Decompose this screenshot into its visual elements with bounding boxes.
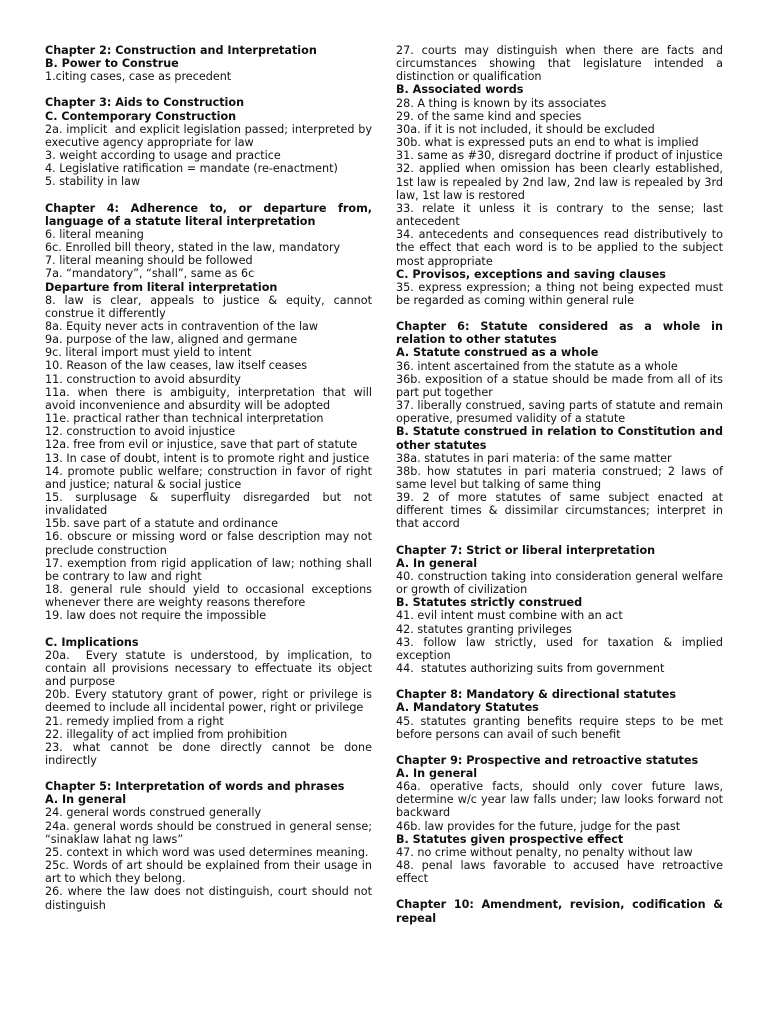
list-item: 40. construction taking into consideration general welfare or growth of civilization: [396, 569, 727, 597]
paragraph-gap: [396, 675, 723, 688]
list-item: 24a. general words should be construed in general sense; “sinaklaw lahat ng laws”: [45, 819, 376, 846]
section-heading: B. Statute construed in relation to Constitution and other statutes: [396, 425, 727, 452]
section-heading: Chapter 5: Interpretation of words and phrases: [45, 780, 345, 794]
list-item: 46a. operative facts, should only cover future laws, determine w/c year law falls under; law looks forward not backward: [396, 780, 727, 820]
list-item: 31. same as #30, disregard doctrine if product of injustice: [396, 149, 723, 163]
list-item: 7a. “mandatory”, “shall”, same as 6c: [45, 267, 255, 281]
list-item: 39. 2 of more statutes of same subject enacted at different times & dissimilar circumstances; interpret in that accord: [396, 491, 727, 531]
list-item: 33. relate it unless it is contrary to the sense; last antecedent: [396, 201, 727, 229]
list-item: 36b. exposition of a statue should be made from all of its part put together: [396, 372, 727, 399]
list-item: 47. no crime without penalty, no penalty without law: [396, 845, 693, 859]
list-item: 48. penal laws favorable to accused have retroactive effect: [396, 859, 727, 886]
list-item: 15. surplusage & superfluity disregarded but not invalidated: [45, 491, 376, 518]
list-item: 25c. Words of art should be explained from their usage in art to which they belong.: [45, 859, 376, 886]
section-heading: C. Provisos, exceptions and saving clauses: [396, 267, 666, 281]
section-heading: Chapter 10: Amendment, revision, codification & repeal: [396, 898, 727, 925]
paragraph-gap: [396, 885, 723, 898]
section-heading: B. Statutes strictly construed: [396, 596, 583, 610]
list-item: 29. of the same kind and species: [396, 109, 582, 123]
list-item: 30a. if it is not included, it should be excluded: [396, 122, 655, 136]
list-item: 9c. literal import must yield to intent: [45, 346, 252, 360]
section-heading: C. Implications: [45, 635, 139, 649]
list-item: 9a. purpose of the law, aligned and germane: [45, 333, 298, 347]
section-heading: A. Mandatory Statutes: [396, 701, 539, 715]
section-heading: B. Associated words: [396, 83, 524, 97]
section-heading: Chapter 6: Statute considered as a whole in relation to other statutes: [396, 320, 727, 347]
paragraph-gap: [396, 307, 723, 320]
section-heading: B. Statutes given prospective effect: [396, 832, 624, 846]
list-item: 3. weight according to usage and practice: [45, 149, 281, 163]
list-item: 1.citing cases, case as precedent: [45, 70, 232, 84]
list-item: 13. In case of doubt, intent is to promote right and justice: [45, 451, 370, 465]
list-item: 37. liberally construed, saving parts of statute and remain operative, presumed validity of a statute: [396, 399, 727, 426]
list-item: 46b. law provides for the future, judge for the past: [396, 819, 681, 833]
paragraph-gap: [45, 189, 372, 202]
list-item: 12a. free from evil or injustice, save that part of statute: [45, 438, 358, 452]
list-item: 19. law does not require the impossible: [45, 609, 267, 623]
section-heading: A. In general: [396, 556, 478, 570]
list-item: 7. literal meaning should be followed: [45, 254, 253, 268]
list-item: 11a. when there is ambiguity, interpretation that will avoid inconvenience and absurdity will be adopted: [45, 385, 376, 412]
list-item: 8. law is clear, appeals to justice & equity, cannot construe it differently: [45, 293, 376, 320]
list-item: 11. construction to avoid absurdity: [45, 372, 241, 386]
list-item: 22. illegality of act implied from prohibition: [45, 727, 288, 741]
section-heading: B. Power to Construe: [45, 57, 179, 71]
list-item: 42. statutes granting privileges: [396, 622, 572, 636]
list-item: 38a. statutes in pari materia: of the same matter: [396, 451, 672, 465]
section-heading: Chapter 9: Prospective and retroactive statutes: [396, 753, 699, 767]
section-heading: A. Statute construed as a whole: [396, 346, 599, 360]
section-heading: Departure from literal interpretation: [45, 280, 278, 294]
right-column: [396, 44, 727, 925]
list-item: 18. general rule should yield to occasional exceptions whenever there are weighty reasons therefore: [45, 583, 376, 610]
list-item: 5. stability in law: [45, 175, 141, 189]
list-item: 38b. how statutes in pari materia construed; 2 laws of same level but talking of same thing: [396, 464, 727, 491]
paragraph-gap: [396, 531, 723, 544]
section-heading: A. In general: [45, 793, 127, 807]
left-column: [45, 44, 376, 912]
list-item: 25. context in which word was used determines meaning.: [45, 845, 369, 859]
list-item: 10. Reason of the law ceases, law itself ceases: [45, 359, 308, 373]
list-item: 26. where the law does not distinguish, court should not distinguish: [45, 885, 376, 912]
list-item: 17. exemption from rigid application of law; nothing shall be contrary to law and right: [45, 556, 376, 583]
list-item: 14. promote public welfare; construction in favor of right and justice; natural & social justice: [45, 464, 376, 491]
list-item: 27. courts may distinguish when there are facts and circumstances showing that legislature intended a distinction or qualification: [396, 44, 727, 84]
list-item: 44. statutes authorizing suits from government: [396, 662, 665, 676]
section-heading: C. Contemporary Construction: [45, 109, 237, 123]
section-heading: Chapter 3: Aids to Construction: [45, 96, 245, 110]
list-item: 20b. Every statutory grant of power, right or privilege is deemed to include all incidental power, right or privilege: [45, 688, 376, 715]
section-heading: Chapter 4: Adherence to, or departure from, language of a statute literal interpretation: [45, 201, 376, 228]
paragraph-gap: [45, 767, 372, 780]
list-item: 41. evil intent must combine with an act: [396, 609, 623, 623]
list-item: 45. statutes granting benefits require steps to be met before persons can avail of such benefit: [396, 714, 727, 741]
list-item: 6. literal meaning: [45, 227, 144, 241]
list-item: 32. applied when omission has been clearly established, 1st law is repealed by 2nd law, 2nd law is repealed by 3rd law, 1st law is restored: [396, 162, 727, 202]
list-item: 16. obscure or missing word or false description may not preclude construction: [45, 530, 376, 557]
paragraph-gap: [396, 741, 723, 754]
list-item: 6c. Enrolled bill theory, stated in the law, mandatory: [45, 241, 341, 255]
list-item: 4. Legislative ratification = mandate (re-enactment): [45, 162, 338, 176]
section-heading: A. In general: [396, 766, 478, 780]
list-item: 36. intent ascertained from the statute as a whole: [396, 359, 678, 373]
section-heading: Chapter 8: Mandatory & directional statutes: [396, 688, 676, 702]
list-item: 23. what cannot be done directly cannot be done indirectly: [45, 740, 376, 767]
list-item: 43. follow law strictly, used for taxation & implied exception: [396, 635, 727, 662]
list-item: 21. remedy implied from a right: [45, 714, 224, 728]
list-item: 34. antecedents and consequences read distributively to the effect that each word is to be applied to the subject most appropriate: [396, 228, 727, 268]
paragraph-gap: [45, 623, 372, 636]
list-item: 28. A thing is known by its associates: [396, 96, 607, 110]
paragraph-gap: [45, 83, 372, 96]
list-item: 15b. save part of a statute and ordinance: [45, 517, 278, 531]
section-heading: Chapter 2: Construction and Interpretation: [45, 44, 317, 57]
list-item: 2a. implicit and explicit legislation passed; interpreted by executive agency appropriate for law: [45, 122, 376, 149]
list-item: 12. construction to avoid injustice: [45, 425, 236, 439]
list-item: 8a. Equity never acts in contravention of the law: [45, 319, 319, 333]
list-item: 30b. what is expressed puts an end to what is implied: [396, 136, 699, 150]
section-heading: Chapter 7: Strict or liberal interpretation: [396, 543, 656, 557]
list-item: 24. general words construed generally: [45, 806, 262, 820]
list-item: 11e. practical rather than technical interpretation: [45, 412, 324, 426]
list-item: 20a. Every statute is understood, by implication, to contain all provisions necessary to effectuate its object and purpose: [45, 648, 376, 689]
list-item: 35. express expression; a thing not being expected must be regarded as coming within general rule: [396, 280, 727, 307]
